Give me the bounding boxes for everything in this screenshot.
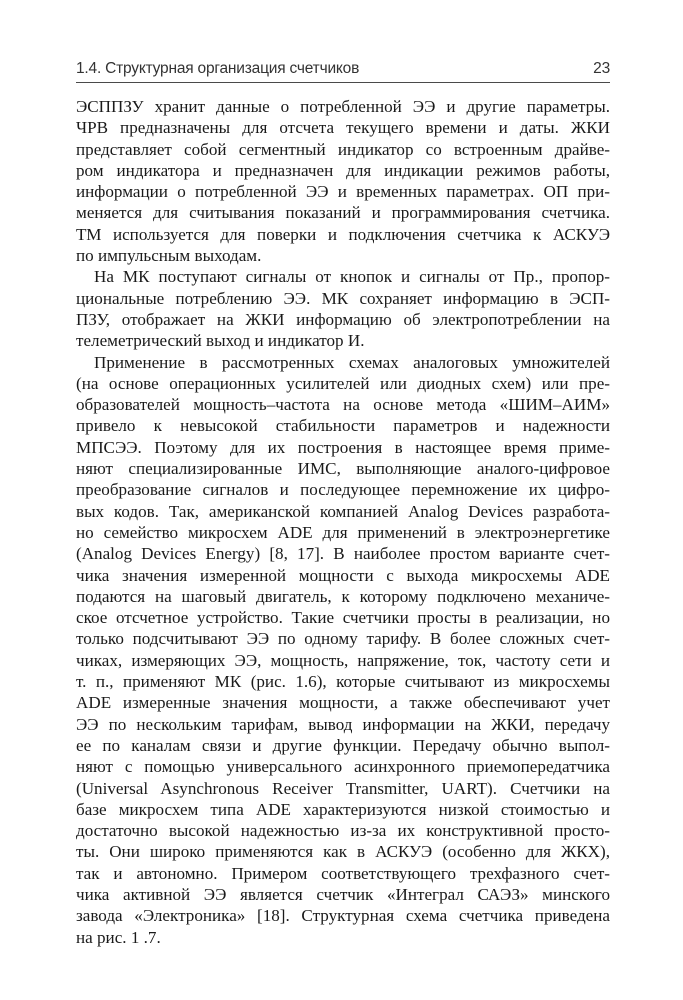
text-line: телеметрический выход и индикатор И. — [76, 331, 365, 351]
text-line: циональные потреблению ЭЭ. МК сохраняет информацию в ЭСП- — [76, 288, 610, 308]
text-line: привело к невысокой стабильности параметров и надежности — [76, 416, 610, 436]
text-line: подаются на шаговый двигатель, к которому подключено механиче- — [76, 586, 610, 606]
text-line: няют специализированные ИМС, выполняющие аналого-цифровое — [76, 459, 610, 479]
running-title: 1.4. Структурная организация счетчиков — [76, 60, 360, 77]
text-line: представляет собой сегментный индикатор со встроенным драйве- — [76, 139, 610, 159]
text-line: завода «Электроника» [18]. Структурная схема счетчика приведена — [76, 906, 610, 926]
text-line: ЭСППЗУ хранит данные о потребленной ЭЭ и другие параметры. — [76, 97, 610, 116]
text-line: (на основе операционных усилителей или диодных схем) или пре- — [76, 373, 610, 393]
text-line: ПЗУ, отображает на ЖКИ информацию об электропотреблении на — [76, 309, 610, 329]
text-line: преобразование сигналов и последующее перемножение их цифро- — [76, 480, 610, 500]
text-line: Применение в рассмотренных схемах аналоговых умножителей — [94, 352, 610, 372]
text-line: ее по каналам связи и другие функции. Передачу обычно выпол- — [76, 735, 610, 755]
text-line: базе микросхем типа ADE характеризуются низкой стоимостью и — [76, 799, 610, 819]
page-number: 23 — [593, 60, 610, 77]
text-line: (Universal Asynchronous Receiver Transmitter, UART). Счетчики на — [76, 778, 610, 798]
text-line: чика значения измеренной мощности с выхода микросхемы ADE — [76, 565, 610, 585]
text-line: вых кодов. Так, американской компанией Analog Devices разработа- — [76, 501, 610, 521]
text-line: ЧРВ предназначены для отсчета текущего времени и даты. ЖКИ — [76, 118, 610, 138]
text-line: ты. Они широко применяются как в АСКУЭ (особенно для ЖКХ), — [76, 842, 610, 862]
text-line: на рис. 1 .7. — [76, 927, 161, 947]
text-line: ЭЭ по нескольким тарифам, вывод информации на ЖКИ, передачу — [76, 714, 610, 734]
text-line: только подсчитывают ЭЭ по одному тарифу. В более сложных счет- — [76, 629, 610, 649]
page-header — [76, 60, 610, 83]
text-line: информации о потребленной ЭЭ и временных параметрах. ОП при- — [76, 182, 610, 202]
text-line: няют с помощью универсального асинхронного приемопередатчика — [76, 757, 610, 777]
text-line: по импульсным выходам. — [76, 246, 262, 266]
text-line: чиках, измеряющих ЭЭ, мощность, напряжение, ток, частоту сети и — [76, 650, 610, 670]
text-line: ром индикатора и предназначен для индикации режимов работы, — [76, 160, 610, 180]
text-line: достаточно высокой надежностью из-за их конструктивной просто- — [76, 821, 610, 841]
paragraph-3 — [76, 352, 610, 948]
text-line: т. п., применяют МК (рис. 1.6), которые считывают из микросхемы — [76, 672, 610, 692]
text-line: меняется для считывания показаний и программирования счетчика. — [76, 203, 610, 223]
text-line: На МК поступают сигналы от кнопок и сигналы от Пр., пропор- — [94, 267, 610, 287]
text-line: ADE измеренные значения мощности, а также обеспечивают учет — [76, 693, 610, 713]
text-line: ТМ используется для поверки и подключения счетчика к АСКУЭ — [76, 224, 610, 244]
text-line: образователей мощность–частота на основе метода «ШИМ–АИМ» — [76, 395, 610, 415]
text-line: чика активной ЭЭ является счетчик «Интеграл САЭЗ» минского — [76, 884, 610, 904]
text-line: ское отсчетное устройство. Такие счетчики просты в реализации, но — [76, 608, 610, 628]
text-line: но семейство микросхем ADE для применений в электроэнергетике — [76, 522, 610, 542]
text-line: так и автономно. Примером соответствующего трехфазного счет- — [76, 863, 610, 883]
text-line: (Analog Devices Energy) [8, 17]. В наиболее простом варианте счет- — [76, 544, 610, 564]
text-line: МПСЭЭ. Поэтому для их построения в настоящее время приме- — [76, 437, 610, 457]
paragraph-1 — [76, 96, 610, 266]
body-text — [76, 96, 610, 948]
paragraph-2 — [76, 266, 610, 351]
